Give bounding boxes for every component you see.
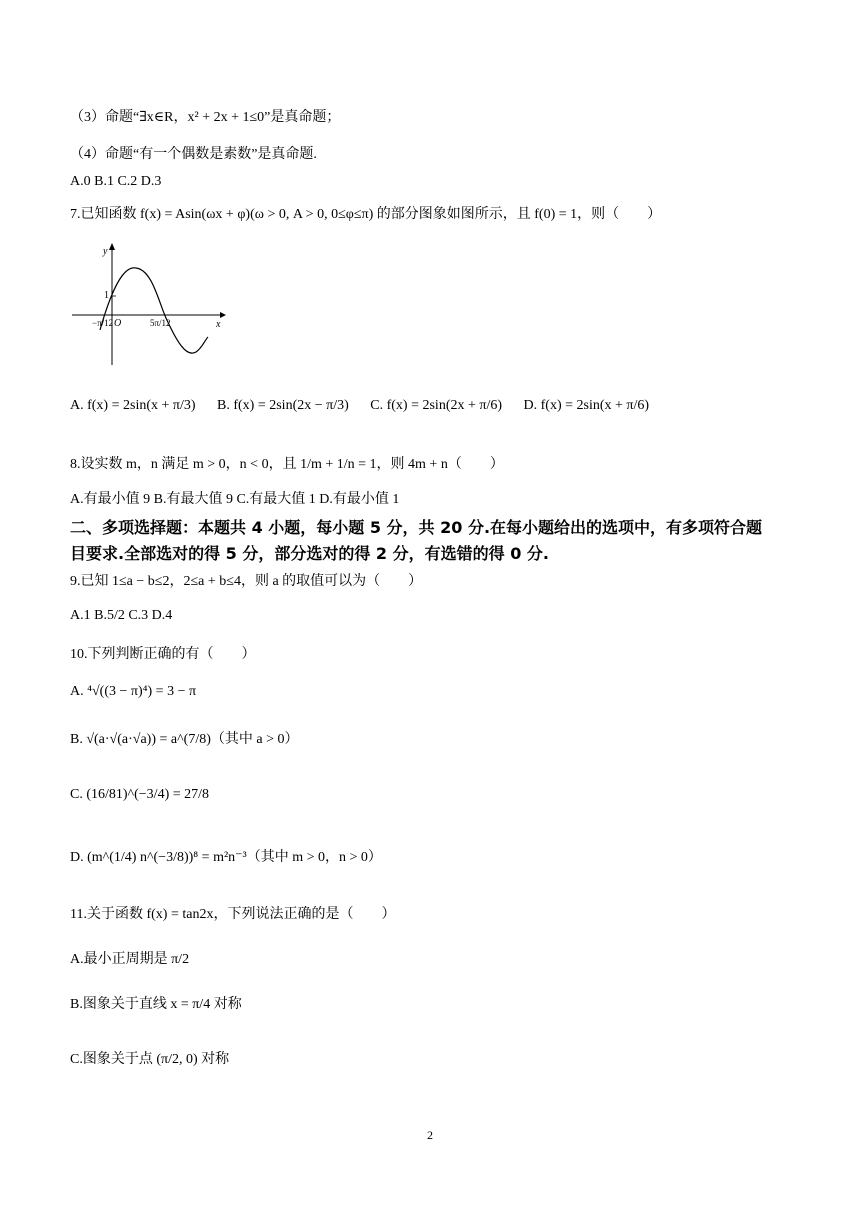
q9-options: A.1 B.5/2 C.3 D.4 [70,608,173,623]
q11-option-c: C.图象关于点 (π/2, 0) 对称 [70,1052,230,1067]
q7-options [70,396,667,416]
q7-option-d: D. f(x) = 2sin(x + π/6) [523,398,650,413]
q11-option-a: A.最小正周期是 π/2 [70,952,190,967]
item-4: （4）命题“有一个偶数是素数”是真命题. [70,147,317,162]
q10-option-d: D. (m^(1/4) n^(−3/8))⁸ = m²n⁻³（其中 m > 0，n > 0） [70,850,382,865]
q8-options: A.有最小值 9 B.有最大值 9 C.有最大值 1 D.有最小值 1 [70,492,400,507]
question-8: 8.设实数 m，n 满足 m > 0，n < 0，且 1/m + 1/n = 1，则 4m + n（ ） [70,457,504,472]
q7-option-a: A. f(x) = 2sin(x + π/3) [70,398,196,413]
section-2-heading-b: 目要求.全部选对的得 5 分，部分选对的得 2 分，有选错的得 0 分. [70,544,549,563]
origin-label: O [114,318,122,329]
q10-option-a: A. ⁴√((3 − π)⁴) = 3 − π [70,684,197,699]
question-11: 11.关于函数 f(x) = tan2x，下列说法正确的是（ ） [70,907,396,922]
y-axis-label: y [103,246,108,257]
question-10: 10.下列判断正确的有（ ） [70,647,256,662]
q10-option-c: C. (16/81)^(−3/4) = 27/8 [70,787,210,802]
q7-option-b: B. f(x) = 2sin(2x − π/3) [217,398,349,413]
y-one-label: 1 [104,290,109,301]
q6-options: A.0 B.1 C.2 D.3 [70,174,162,189]
q11-option-b: B.图象关于直线 x = π/4 对称 [70,997,242,1012]
q10-option-b: B. √(a·√(a·√a)) = a^(7/8)（其中 a > 0） [70,732,299,747]
tick-left-label: −π/12 [92,318,114,328]
q7-graph [70,240,230,370]
section-2-heading-a: 二、多项选择题：本题共 4 小题，每小题 5 分，共 20 分.在每小题给出的选项中，有多项符合题 [70,518,763,537]
question-9: 9.已知 1≤a − b≤2，2≤a + b≤4，则 a 的取值可以为（ ） [70,574,423,589]
question-7: 7.已知函数 f(x) = Asin(ωx + φ)(ω > 0, A > 0, 0≤φ≤π) 的部分图象如图所示，且 f(0) = 1，则（ ） [70,207,662,222]
q7-option-c: C. f(x) = 2sin(2x + π/6) [370,398,503,413]
page-number: 2 [427,1128,433,1142]
tick-right-label: 5π/12 [150,318,171,328]
x-axis-label: x [216,319,221,330]
item-3: （3）命题“∃x∈R，x² + 2x + 1≤0”是真命题； [70,110,341,125]
